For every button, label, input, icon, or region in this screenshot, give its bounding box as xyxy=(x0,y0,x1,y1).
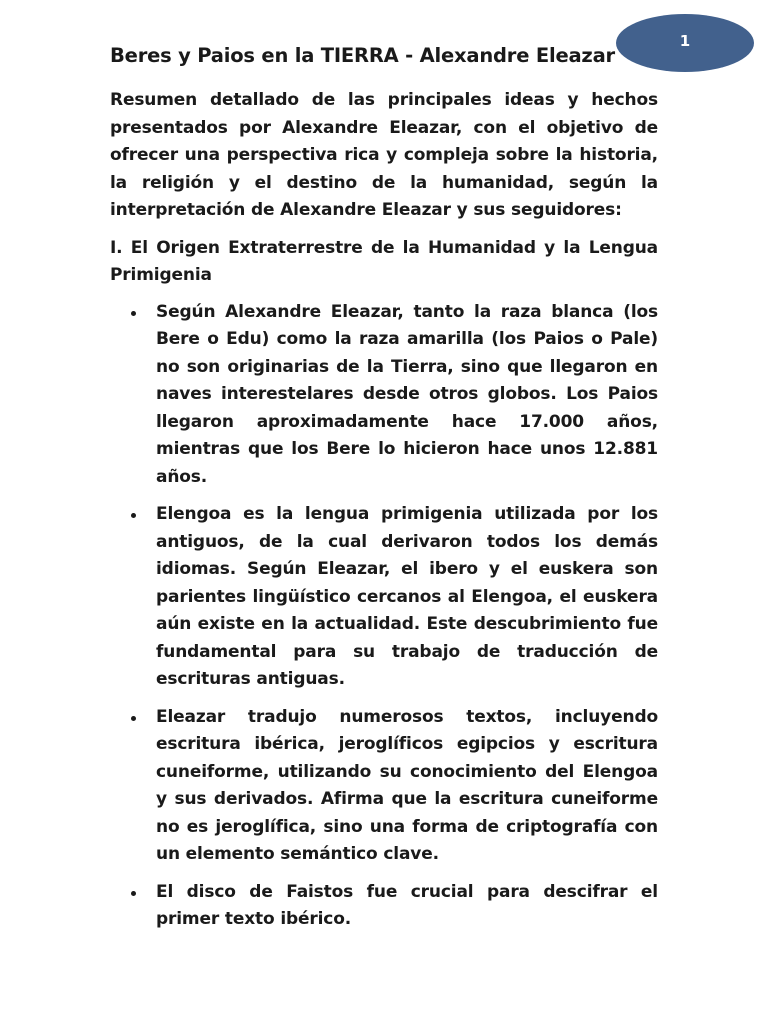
bullet-icon xyxy=(131,716,136,721)
list-item xyxy=(110,299,658,492)
list-item xyxy=(110,704,658,869)
document-title: Beres y Paios en la TIERRA - Alexandre Eleazar xyxy=(110,44,615,67)
page-number-badge xyxy=(616,14,754,72)
list-item-text: El disco de Faistos fue crucial para descifrar el primer texto ibérico. xyxy=(156,881,658,929)
section-heading: I. El Origen Extraterrestre de la Humanidad y la Lengua Primigenia xyxy=(110,237,658,285)
list-item xyxy=(110,879,658,934)
list-item-text: Eleazar tradujo numerosos textos, incluyendo escritura ibérica, jeroglíficos egipcios y escritura cuneiforme, utilizando su conocimiento del Elengoa y sus derivados. Afirma que la escritura cuneiforme no es jeroglífica, sino una forma de criptografía con un elemento semántico clave. xyxy=(156,706,658,864)
intro-paragraph: Resumen detallado de las principales ideas y hechos presentados por Alexandre Eleazar, con el objetivo de ofrecer una perspectiva rica y compleja sobre la historia, la religión y el destino de la humanidad, según la interpretación de Alexandre Eleazar y sus seguidores: xyxy=(110,90,658,220)
document-body xyxy=(110,87,658,944)
bullet-icon xyxy=(131,311,136,316)
list-item xyxy=(110,501,658,694)
list-item-text: Elengoa es la lengua primigenia utilizada por los antiguos, de la cual derivaron todos los demás idiomas. Según Eleazar, el ibero y el euskera son parientes lingüístico cercanos al Elengoa, el euskera aún existe en la actualidad. Este descubrimiento fue fundamental para su trabajo de traducción de escrituras antiguas. xyxy=(156,504,658,689)
bullet-list xyxy=(110,299,658,934)
bullet-icon xyxy=(131,513,136,518)
page-number: 1 xyxy=(679,32,691,50)
bullet-icon xyxy=(131,891,136,896)
list-item-text: Según Alexandre Eleazar, tanto la raza blanca (los Bere o Edu) como la raza amarilla (los Paios o Pale) no son originarias de la Tierra, sino que llegaron en naves interestelares desde otros globos. Los Paios llegaron aproximadamente hace 17.000 años, mientras que los Bere lo hicieron hace unos 12.881 años. xyxy=(156,301,658,487)
